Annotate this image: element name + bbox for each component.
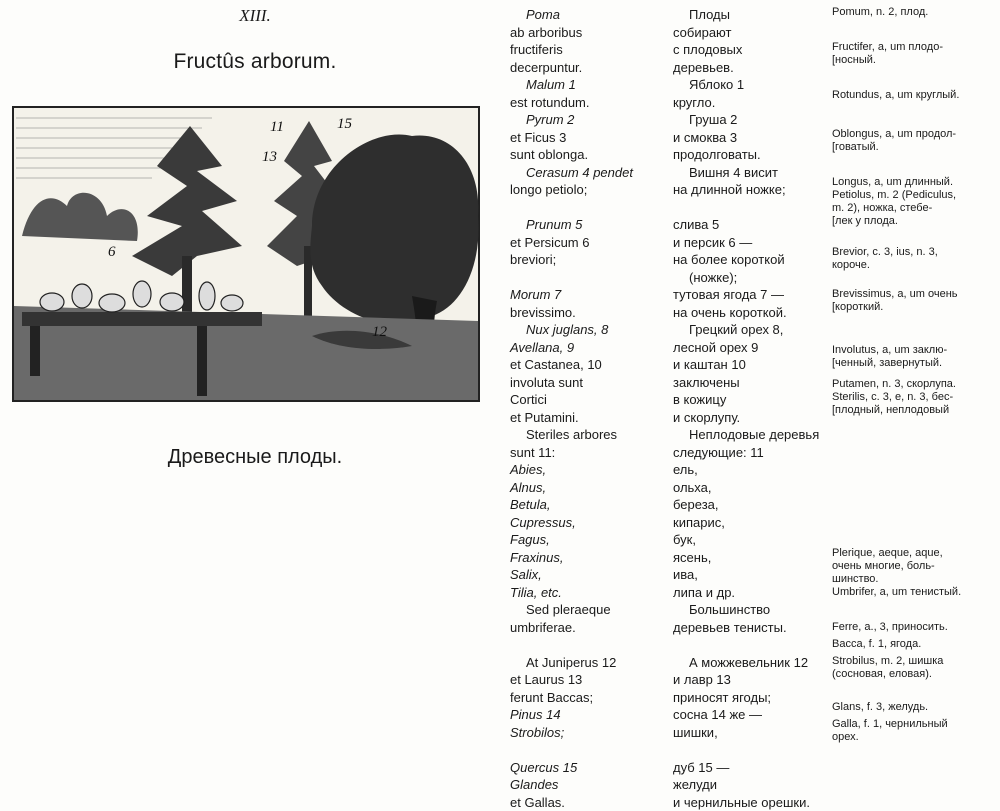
chapter-title-latin: Fructûs arborum.	[110, 50, 400, 74]
russian-line: кипарис,	[673, 514, 823, 532]
russian-line: ясень,	[673, 549, 823, 567]
latin-line: Poma	[510, 6, 660, 24]
russian-line: Груша 2	[673, 111, 823, 129]
chapter-title-russian: Древесные плоды.	[110, 446, 400, 469]
russian-line: и скорлупу.	[673, 409, 823, 427]
russian-line: кругло.	[673, 94, 823, 112]
latin-line: involuta sunt	[510, 374, 660, 392]
note-line: Sterilis, c. 3, e, n. 3, бес-	[832, 391, 997, 404]
russian-line: Плоды	[673, 6, 823, 24]
russian-line: слива 5	[673, 216, 823, 234]
note-line: Petiolus, m. 2 (Pediculus,	[832, 189, 997, 202]
russian-line: деревьев тенисты.	[673, 619, 823, 637]
note-line: Plerique, aeque, aque,	[832, 547, 997, 560]
russian-line: береза,	[673, 496, 823, 514]
russian-line: с плодовых	[673, 41, 823, 59]
note-line: Longus, a, um длинный.	[832, 176, 997, 189]
note-line: Ferre, a., 3, приносить.	[832, 621, 997, 634]
note-line: короче.	[832, 259, 997, 272]
russian-line: на очень короткой.	[673, 304, 823, 322]
russian-line: Вишня 4 висит	[673, 164, 823, 182]
russian-line: Грецкий орех 8,	[673, 321, 823, 339]
russian-line: и персик 6 —	[673, 234, 823, 252]
russian-line: продолговаты.	[673, 146, 823, 164]
latin-line: est rotundum.	[510, 94, 660, 112]
latin-line: Salix,	[510, 566, 660, 584]
russian-line: ива,	[673, 566, 823, 584]
russian-line: желуди	[673, 776, 823, 794]
russian-line: ольха,	[673, 479, 823, 497]
latin-line: Pyrum 2	[510, 111, 660, 129]
latin-line: Quercus 15	[510, 759, 660, 777]
latin-line: Cerasum 4 pendet	[510, 164, 660, 182]
note-line: орех.	[832, 731, 997, 744]
latin-line: Betula,	[510, 496, 660, 514]
latin-line: Tilia, etc.	[510, 584, 660, 602]
russian-line: ель,	[673, 461, 823, 479]
note-line: Putamen, n. 3, скорлупа.	[832, 378, 997, 391]
latin-line: Glandes	[510, 776, 660, 794]
fig-number-6: 6	[108, 244, 116, 260]
russian-line: А можжевельник 12	[673, 654, 823, 672]
russian-line: заключены	[673, 374, 823, 392]
note-line: Oblongus, a, um продол-	[832, 128, 997, 141]
fig-number-11: 11	[270, 119, 284, 135]
note-line: Brevior, c. 3, ius, n. 3,	[832, 246, 997, 259]
russian-line: собирают	[673, 24, 823, 42]
fig-number-15: 15	[337, 116, 353, 132]
russian-line: и чернильные орешки.	[673, 794, 823, 811]
latin-column	[510, 6, 660, 811]
russian-line: липа и др.	[673, 584, 823, 602]
latin-line: Fraxinus,	[510, 549, 660, 567]
latin-line: Cupressus,	[510, 514, 660, 532]
latin-line: brevissimo.	[510, 304, 660, 322]
latin-line: ferunt Baccas;	[510, 689, 660, 707]
latin-line: umbriferae.	[510, 619, 660, 637]
russian-line: дуб 15 —	[673, 759, 823, 777]
russian-line: и каштан 10	[673, 356, 823, 374]
latin-line: et Ficus 3	[510, 129, 660, 147]
note-line: Galla, f. 1, чернильный	[832, 718, 997, 731]
note-line: [говатый.	[832, 141, 997, 154]
latin-line: Morum 7	[510, 286, 660, 304]
russian-line: приносят ягоды;	[673, 689, 823, 707]
chapter-number: XIII.	[225, 6, 285, 26]
latin-line: et Castanea, 10	[510, 356, 660, 374]
russian-line: бук,	[673, 531, 823, 549]
latin-line: Fagus,	[510, 531, 660, 549]
latin-line: sunt oblonga.	[510, 146, 660, 164]
latin-line: fructiferis	[510, 41, 660, 59]
russian-line: сосна 14 же —	[673, 706, 823, 724]
latin-line: decerpuntur.	[510, 59, 660, 77]
note-line: Umbrifer, a, um тенистый.	[832, 586, 997, 599]
russian-line: и лавр 13	[673, 671, 823, 689]
russian-line: Яблоко 1	[673, 76, 823, 94]
latin-line: Sed pleraeque	[510, 601, 660, 619]
latin-line: Steriles arbores	[510, 426, 660, 444]
latin-line: Alnus,	[510, 479, 660, 497]
latin-line: Pinus 14	[510, 706, 660, 724]
latin-line: Avellana, 9	[510, 339, 660, 357]
russian-column	[673, 6, 823, 811]
latin-line: Prunum 5	[510, 216, 660, 234]
latin-line: et Persicum 6	[510, 234, 660, 252]
engraving-illustration	[12, 106, 480, 402]
vocabulary-notes	[832, 6, 997, 744]
russian-line: и смоква 3	[673, 129, 823, 147]
russian-line: на более короткой	[673, 251, 823, 269]
latin-line: Strobilos;	[510, 724, 660, 742]
note-line: m. 2), ножка, стебе-	[832, 202, 997, 215]
latin-line: et Putamini.	[510, 409, 660, 427]
note-line: Involutus, a, um заклю-	[832, 344, 997, 357]
note-line: Strobilus, m. 2, шишка	[832, 655, 997, 668]
russian-line: в кожицу	[673, 391, 823, 409]
note-line: [носный.	[832, 54, 997, 67]
note-line: [ченный, завернутый.	[832, 357, 997, 370]
latin-line: et Laurus 13	[510, 671, 660, 689]
note-line: Bacca, f. 1, ягода.	[832, 638, 997, 651]
note-line: шинство.	[832, 573, 997, 586]
note-line: [короткий.	[832, 301, 997, 314]
note-line: Glans, f. 3, желудь.	[832, 701, 997, 714]
latin-line: sunt 11:	[510, 444, 660, 462]
latin-line: et Gallas.	[510, 794, 660, 811]
russian-line: тутовая ягода 7 —	[673, 286, 823, 304]
russian-line: Большинство	[673, 601, 823, 619]
latin-line: breviori;	[510, 251, 660, 269]
russian-line: следующие: 11	[673, 444, 823, 462]
latin-line: longo petiolo;	[510, 181, 660, 199]
russian-line: шишки,	[673, 724, 823, 742]
latin-line: Cortici	[510, 391, 660, 409]
note-line: Fructifer, a, um плодо-	[832, 41, 997, 54]
latin-line: Nux juglans, 8	[510, 321, 660, 339]
note-line: очень многие, боль-	[832, 560, 997, 573]
note-line: Pomum, n. 2, плод.	[832, 6, 997, 19]
latin-line: ab arboribus	[510, 24, 660, 42]
note-line: Rotundus, a, um круглый.	[832, 89, 997, 102]
russian-line: на длинной ножке;	[673, 181, 823, 199]
russian-line: Неплодовые деревья	[673, 426, 823, 444]
note-line: [лек у плода.	[832, 215, 997, 228]
russian-line: деревьев.	[673, 59, 823, 77]
note-line: Brevissimus, a, um очень	[832, 288, 997, 301]
latin-line: At Juniperus 12	[510, 654, 660, 672]
latin-line: Abies,	[510, 461, 660, 479]
russian-line: (ножке);	[673, 269, 823, 287]
russian-line: лесной орех 9	[673, 339, 823, 357]
note-line: [плодный, неплодовый	[832, 404, 997, 417]
note-line: (сосновая, еловая).	[832, 668, 997, 681]
fig-number-12: 12	[372, 324, 388, 340]
latin-line: Malum 1	[510, 76, 660, 94]
fig-number-13: 13	[262, 149, 277, 165]
